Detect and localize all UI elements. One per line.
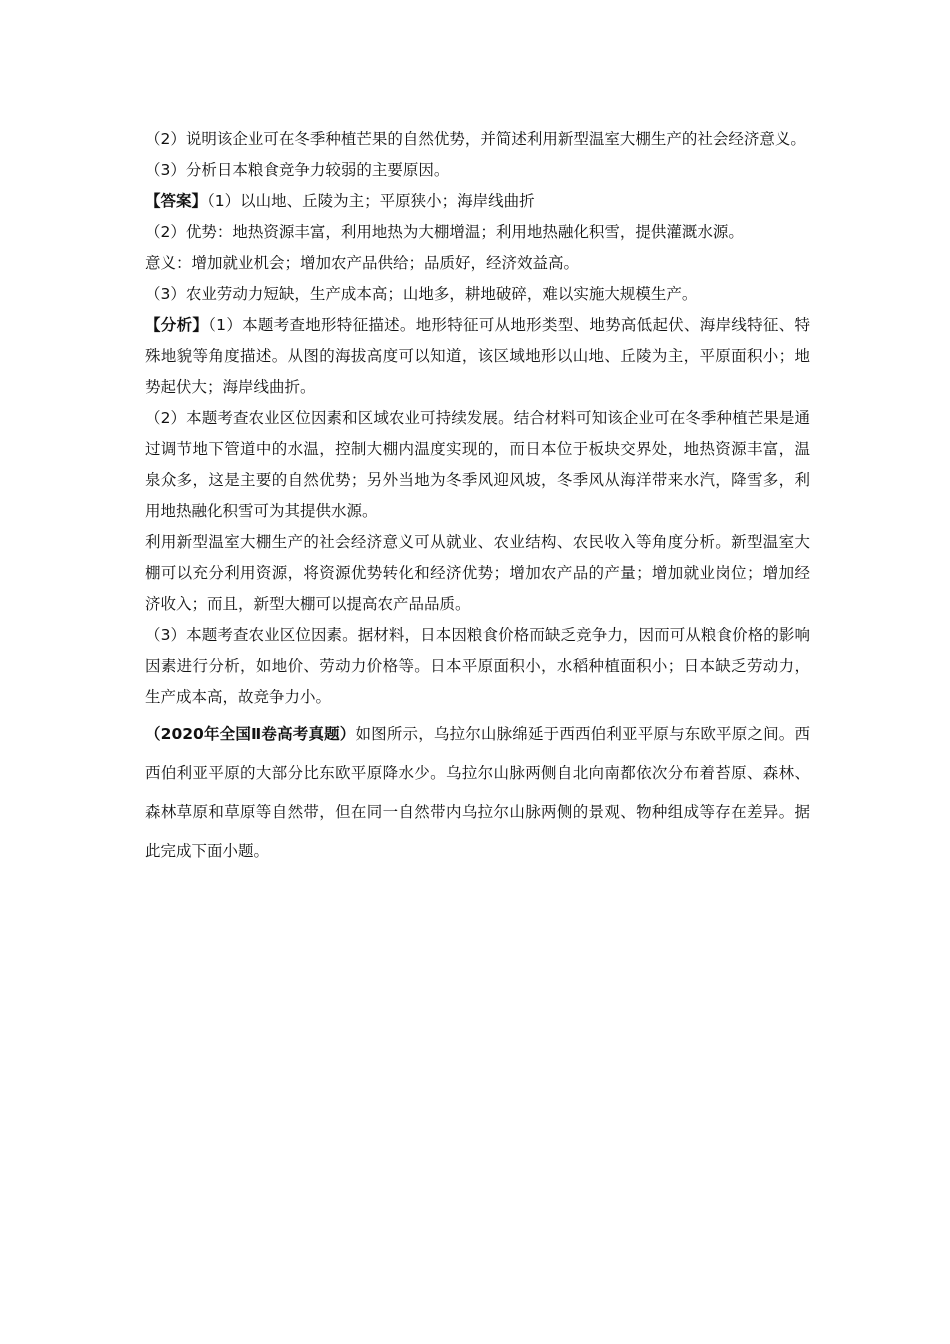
- answer-line-1: [145, 186, 810, 217]
- answer-label: 【答案】: [145, 192, 208, 210]
- analysis-paragraph-2: （2）本题考查农业区位因素和区域农业可持续发展。结合材料可知该企业可在冬季种植芒果是通过调节地下管道中的水温，控制大棚内温度实现的，而日本位于板块交界处，地热资源丰富，温泉众多，这是主要的自然优势；另外当地为冬季风迎风坡，冬季风从海洋带来水汽，降雪多，利用地热融化积雪可为其提供水源。: [145, 409, 810, 520]
- document-content: [145, 124, 810, 871]
- analysis-paragraph-4: （3）本题考查农业区位因素。据材料，日本因粮食价格而缺乏竞争力，因而可从粮食价格的影响因素进行分析，如地价、劳动力价格等。日本平原面积小，水稻种植面积小；日本缺乏劳动力，生产成本高，故竞争力小。: [145, 626, 810, 706]
- answer-1: （1）以山地、丘陵为主；平原狭小；海岸线曲折: [207, 192, 535, 210]
- answer-2-meaning: 意义：增加就业机会；增加农产品供给；品质好，经济效益高。: [145, 254, 580, 272]
- question-3: （3）分析日本粮食竞争力较弱的主要原因。: [145, 161, 450, 179]
- next-question-text: 如图所示，乌拉尔山脉绵延于西西伯利亚平原与东欧平原之间。西西伯利亚平原的大部分比东欧平原降水少。乌拉尔山脉两侧自北向南都依次分布着苔原、森林、森林草原和草原等自然带，但在同一自然带内乌拉尔山脉两侧的景观、物种组成等存在差异。据此完成下面小题。: [145, 725, 810, 860]
- answer-2: （2）优势：地热资源丰富，利用地热为大棚增温；利用地热融化积雪，提供灌溉水源。: [145, 223, 744, 241]
- analysis-label: 【分析】: [145, 316, 209, 334]
- analysis-paragraph-3: 利用新型温室大棚生产的社会经济意义可从就业、农业结构、农民收入等角度分析。新型温室大棚可以充分利用资源，将资源优势转化和经济优势；增加农产品的产量；增加就业岗位；增加经济收入；而且，新型大棚可以提高农产品品质。: [145, 533, 810, 613]
- next-question-source: （2020年全国Ⅱ卷高考真题）: [145, 725, 356, 743]
- next-question-stem: [145, 715, 810, 871]
- next-question-block: [145, 715, 810, 871]
- question-2: （2）说明该企业可在冬季种植芒果的自然优势，并简述利用新型温室大棚生产的社会经济意义。: [145, 130, 806, 148]
- analysis-paragraph-1: [145, 310, 810, 403]
- analysis-1: （1）本题考查地形特征描述。地形特征可从地形类型、地势高低起伏、海岸线特征、特殊地貌等角度描述。从图的海拔高度可以知道，该区域地形以山地、丘陵为主，平原面积小；地势起伏大；海岸线曲折。: [145, 316, 810, 396]
- answer-3: （3）农业劳动力短缺，生产成本高；山地多，耕地破碎，难以实施大规模生产。: [145, 285, 698, 303]
